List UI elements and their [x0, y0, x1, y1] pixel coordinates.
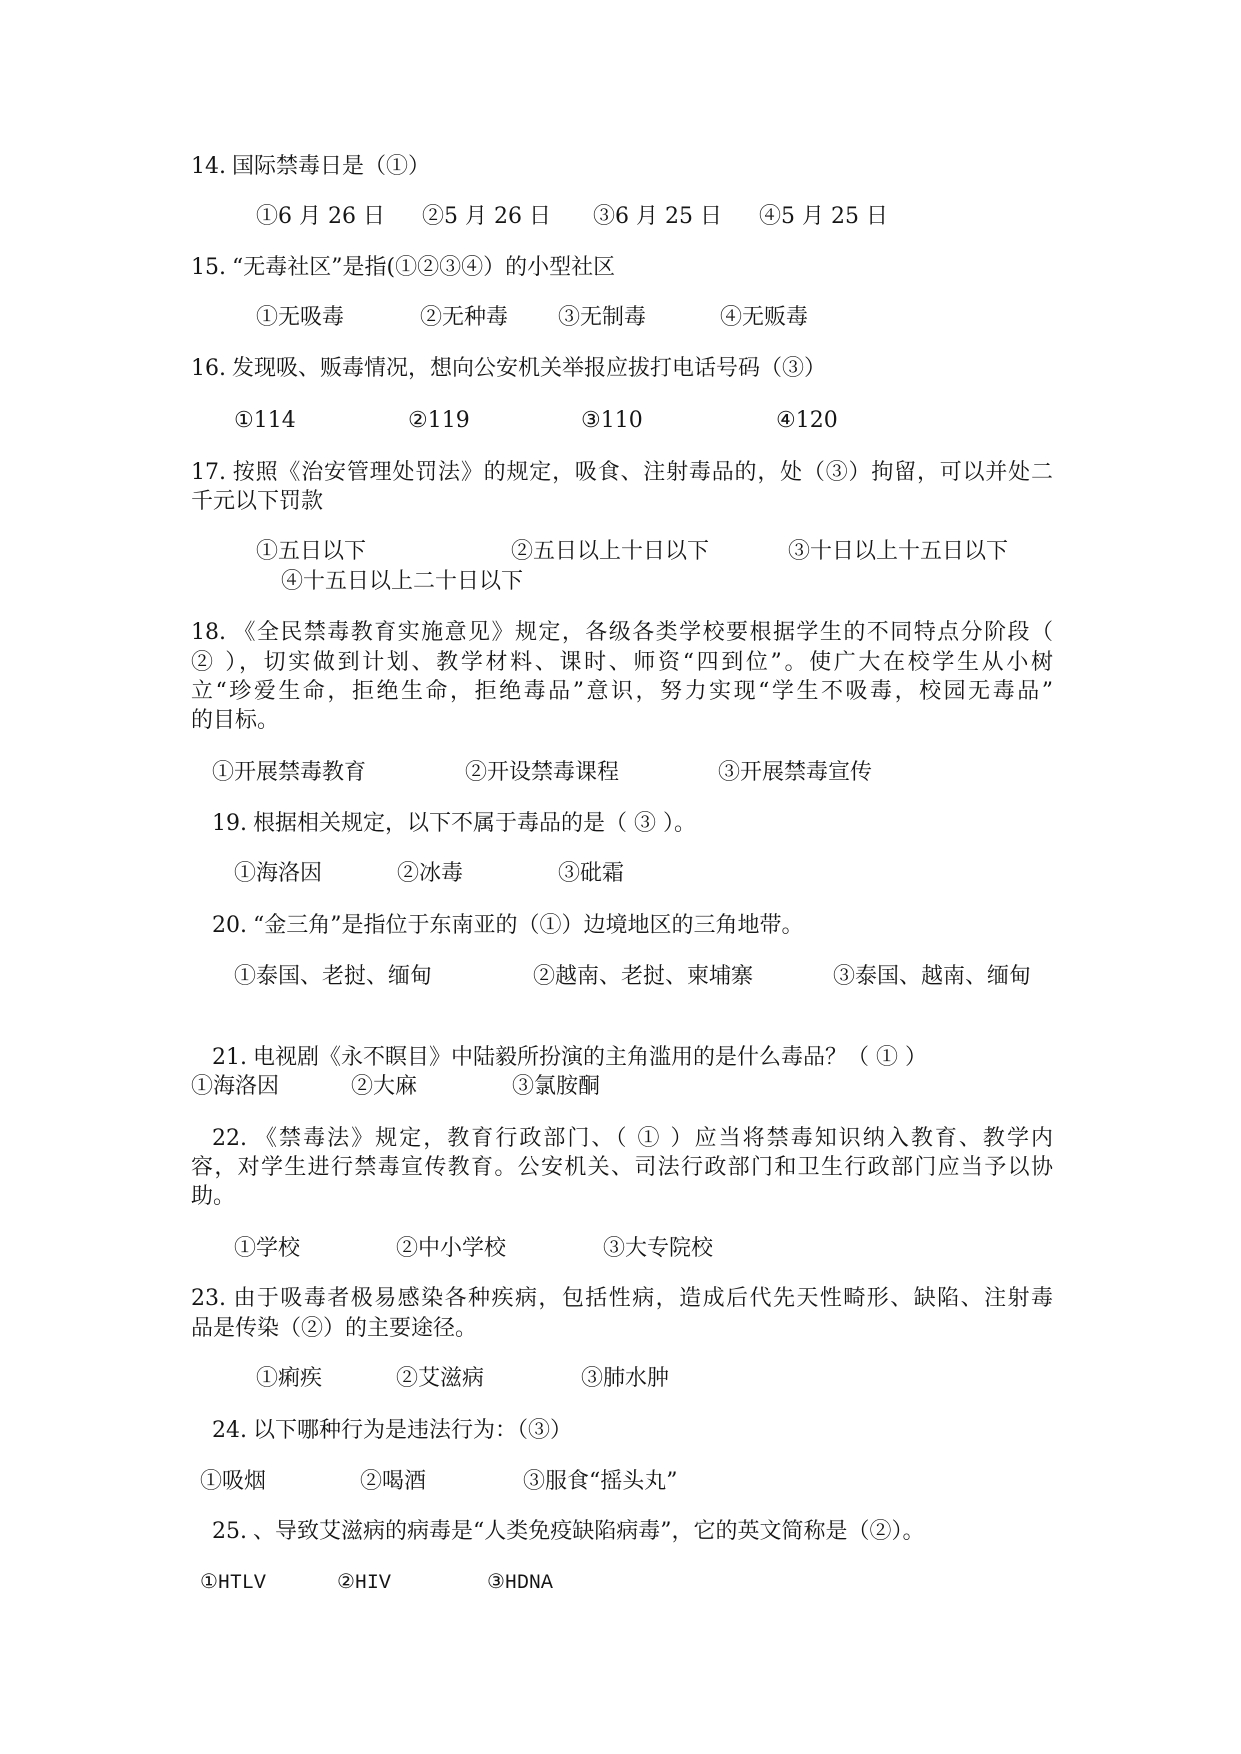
question-text: 按照《治安管理处罚法》的规定，吸食、注射毒品的，处（③）拘留，可以并处二 [232, 460, 1053, 485]
answer-option: ②119 [408, 408, 470, 433]
question-stem-line [191, 460, 1053, 486]
question-stem-line: 容，对学生进行禁毒宣传教育。公安机关、司法行政部门和卫生行政部门应当予以协 [191, 1155, 1053, 1180]
question-stem-line [212, 1519, 925, 1545]
answer-option: ②5 月 26 日 [422, 204, 551, 229]
question-stem-line: 品是传染（②）的主要途径。 [191, 1316, 478, 1341]
question-stem-line [212, 913, 804, 939]
question-stem-line: 助。 [191, 1184, 236, 1209]
question-number: 25. [212, 1519, 247, 1544]
answer-option: ①海洛因 [191, 1074, 280, 1099]
question-number: 15. [191, 255, 226, 280]
question-number: 16. [191, 356, 226, 381]
answer-option: ①6 月 26 日 [256, 204, 385, 229]
answer-option: ②无种毒 [420, 305, 509, 330]
answer-option: ①114 [234, 408, 296, 433]
question-text: 、导致艾滋病的病毒是“人类免疫缺陷病毒”，它的英文简称是（②）。 [253, 1519, 925, 1544]
answer-option: ③无制毒 [558, 305, 647, 330]
question-text: 电视剧《永不瞑目》中陆毅所扮演的主角滥用的是什么毒品？（ ① ） [253, 1045, 927, 1070]
question-number: 18. [191, 620, 226, 645]
answer-option: ②艾滋病 [396, 1366, 485, 1391]
answer-option: ④无贩毒 [720, 305, 809, 330]
question-stem-line [191, 620, 1053, 646]
question-number: 22. [212, 1126, 247, 1151]
question-stem-line [191, 255, 615, 281]
answer-option: ④十五日以上二十日以下 [281, 569, 524, 594]
answer-option: ①吸烟 [200, 1469, 267, 1494]
answer-option: ③6 月 25 日 [593, 204, 722, 229]
question-stem-line: 立“珍爱生命，拒绝生命，拒绝毒品”意识，努力实现“学生不吸毒，校园无毒品” [191, 679, 1053, 704]
answer-option: ②五日以上十日以下 [511, 539, 710, 564]
answer-option: ③110 [581, 408, 643, 433]
question-stem-line [191, 1286, 1053, 1312]
question-stem-line: 的目标。 [191, 708, 280, 733]
answer-option: ③肺水肿 [581, 1366, 670, 1391]
question-stem-line [212, 1418, 572, 1444]
answer-option: ①开展禁毒教育 [212, 760, 367, 785]
question-text: 国际禁毒日是（①） [232, 154, 431, 179]
question-stem-line: 千元以下罚款 [191, 489, 324, 514]
answer-option: ①五日以下 [256, 539, 367, 564]
question-stem-line [212, 1126, 1053, 1152]
answer-option: ②越南、老挝、柬埔寨 [533, 964, 754, 989]
question-number: 21. [212, 1045, 247, 1070]
answer-option: ①HTLV [200, 1572, 266, 1595]
answer-option: ②大麻 [351, 1074, 418, 1099]
question-text: 《全民禁毒教育实施意见》规定，各级各类学校要根据学生的不同特点分阶段（ [232, 620, 1053, 645]
question-stem-line [212, 1045, 927, 1071]
answer-option: ①海洛因 [234, 861, 323, 886]
answer-option: ②HIV [337, 1572, 391, 1595]
answer-option: ①痢疾 [256, 1366, 323, 1391]
answer-option: ③大专院校 [603, 1236, 714, 1261]
question-text: “无毒社区”是指(①②③④）的小型社区 [232, 255, 616, 280]
answer-option: ②冰毒 [397, 861, 464, 886]
answer-option: ③泰国、越南、缅甸 [833, 964, 1032, 989]
answer-option: ②开设禁毒课程 [465, 760, 620, 785]
answer-option: ④5 月 25 日 [759, 204, 888, 229]
question-number: 20. [212, 913, 247, 938]
answer-option: ③氯胺酮 [512, 1074, 601, 1099]
answer-option: ③服食“摇头丸” [523, 1469, 678, 1494]
answer-option: ①泰国、老挝、缅甸 [234, 964, 433, 989]
answer-option: ②喝酒 [360, 1469, 427, 1494]
question-stem-line: ② ），切实做到计划、教学材料、课时、师资“四到位”。使广大在校学生从小树 [191, 650, 1053, 675]
answer-option: ③HDNA [487, 1572, 553, 1595]
question-text: 《禁毒法》规定，教育行政部门、（ ① ）应当将禁毒知识纳入教育、教学内 [253, 1126, 1053, 1151]
question-number: 17. [191, 460, 226, 485]
answer-option: ③开展禁毒宣传 [718, 760, 873, 785]
question-text: 由于吸毒者极易感染各种疾病，包括性病，造成后代先天性畸形、缺陷、注射毒 [232, 1286, 1053, 1311]
question-text: “金三角”是指位于东南亚的（①）边境地区的三角地带。 [253, 913, 804, 938]
answer-option: ③十日以上十五日以下 [788, 539, 1009, 564]
question-stem-line [212, 811, 696, 837]
question-number: 24. [212, 1418, 247, 1443]
question-text: 以下哪种行为是违法行为：（③） [253, 1418, 573, 1443]
answer-option: ①无吸毒 [256, 305, 345, 330]
answer-option: ④120 [776, 408, 838, 433]
answer-option: ③砒霜 [558, 861, 625, 886]
question-number: 19. [212, 811, 247, 836]
answer-option: ①学校 [234, 1236, 301, 1261]
question-text: 发现吸、贩毒情况，想向公安机关举报应拔打电话号码（③） [232, 356, 827, 381]
question-text: 根据相关规定，以下不属于毒品的是（ ③ ）。 [253, 811, 696, 836]
answer-option: ②中小学校 [396, 1236, 507, 1261]
question-stem-line [191, 356, 826, 382]
question-number: 14. [191, 154, 226, 179]
question-number: 23. [191, 1286, 226, 1311]
question-stem-line [191, 154, 430, 180]
